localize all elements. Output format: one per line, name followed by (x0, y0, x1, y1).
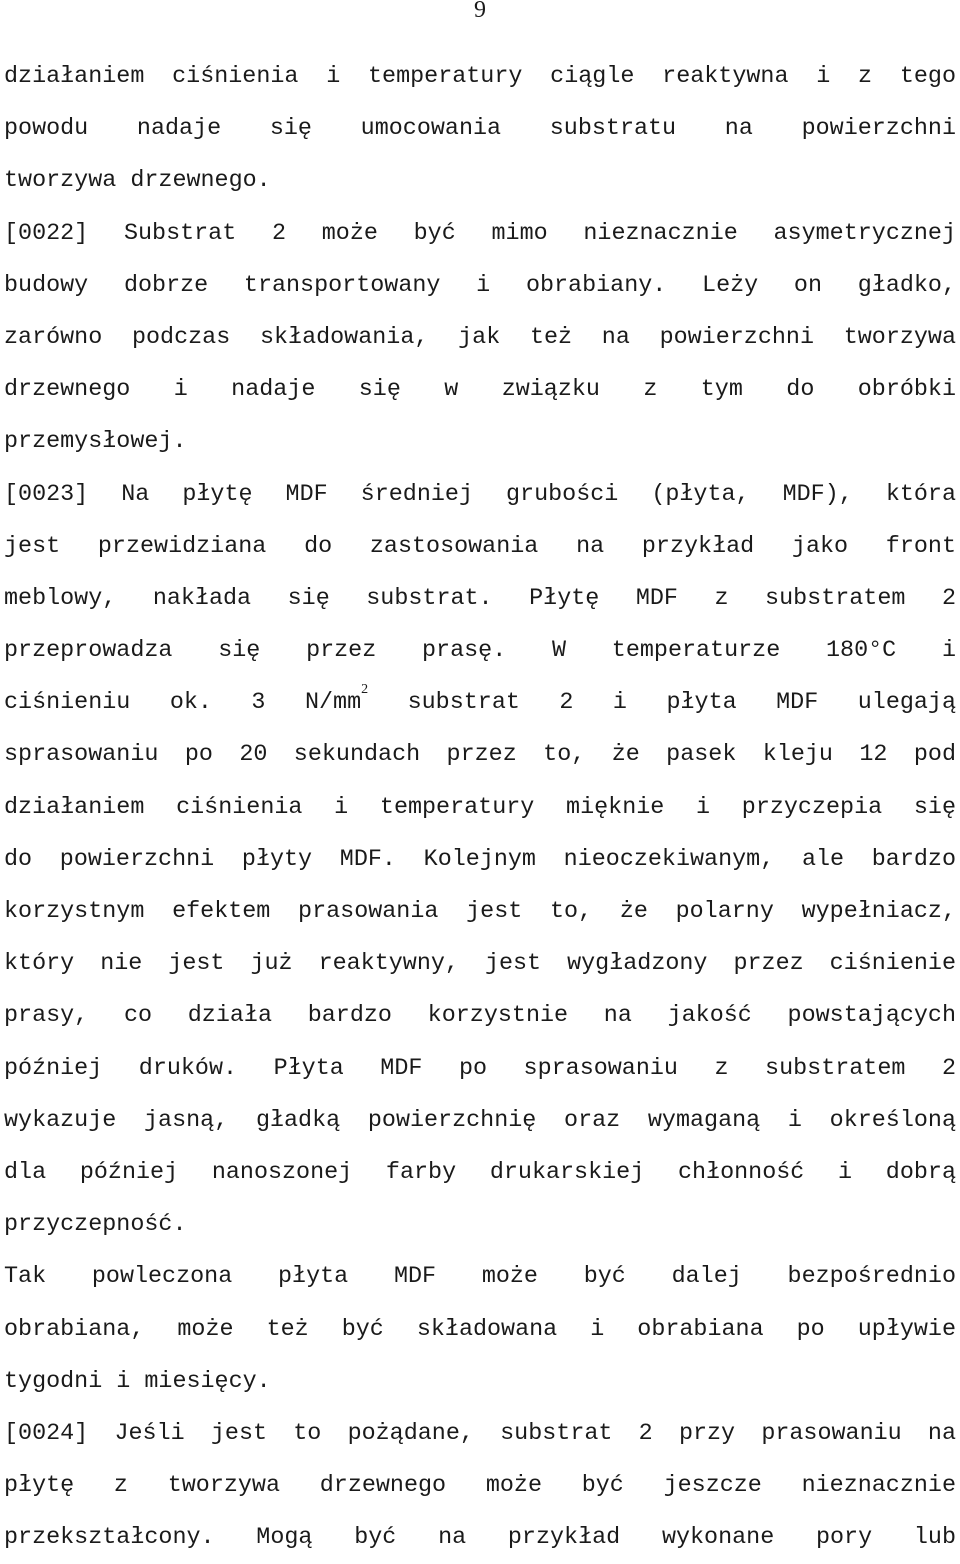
paragraph-unnumbered (4, 1251, 956, 1408)
text-line: [0022] Substrat 2 może być mimo nieznacznie asymetrycznej (4, 220, 956, 247)
page-number: 9 (474, 0, 486, 23)
paragraph-0023 (4, 469, 956, 1252)
document-body (4, 51, 956, 1564)
superscript: 2 (361, 682, 369, 698)
text-segment: ciśnieniu ok. 3 N/mm (4, 690, 362, 717)
paragraph-0021-continuation (4, 51, 956, 208)
paragraph-0022 (4, 208, 956, 469)
text-line: przemysłowej. (4, 429, 187, 456)
text-line: jest przewidziana do zastosowania na przykład jako front (4, 533, 956, 560)
text-line: prasy, co działa bardzo korzystnie na jakość powstających (4, 1003, 956, 1030)
text-line-with-superscript (4, 677, 956, 729)
text-line: dla później nanoszonej farby drukarskiej chłonność i dobrą (4, 1159, 956, 1186)
text-line: powodu nadaje się umocowania substratu na powierzchni (4, 116, 956, 143)
text-line: przekształcony. Mogą być na przykład wykonane pory lub (4, 1525, 956, 1552)
text-line: budowy dobrze transportowany i obrabiany. Leży on gładko, (4, 272, 956, 299)
text-line: który nie jest już reaktywny, jest wygładzony przez ciśnienie (4, 951, 956, 978)
text-line: tworzywa drzewnego. (4, 168, 271, 195)
text-line: do powierzchni płyty MDF. Kolejnym nieoczekiwanym, ale bardzo (4, 846, 956, 873)
text-line: wykazuje jasną, gładką powierzchnię oraz wymaganą i określoną (4, 1107, 956, 1134)
text-line: przeprowadza się przez prasę. W temperaturze 180°C i (4, 638, 956, 665)
text-line: korzystnym efektem prasowania jest to, że polarny wypełniacz, (4, 899, 956, 925)
text-line: obrabiana, może też być składowana i obrabiana po upływie (4, 1316, 956, 1343)
text-line: drzewnego i nadaje się w związku z tym do obróbki (4, 377, 956, 404)
text-line: [0023] Na płytę MDF średniej grubości (płyta, MDF), która (4, 481, 956, 508)
text-line: tygodni i miesięcy. (4, 1368, 271, 1395)
paragraph-0024 (4, 1408, 956, 1564)
text-line: działaniem ciśnienia i temperatury mięknie i przyczepia się (4, 794, 956, 821)
text-line: meblowy, nakłada się substrat. Płytę MDF z substratem 2 (4, 585, 956, 612)
text-line: Tak powleczona płyta MDF może być dalej bezpośrednio (4, 1264, 956, 1291)
text-line: zarówno podczas składowania, jak też na powierzchni tworzywa (4, 324, 956, 351)
text-line: [0024] Jeśli jest to pożądane, substrat 2 przy prasowaniu na (4, 1420, 956, 1447)
text-segment: substrat 2 i płyta MDF ulegają (368, 690, 956, 717)
text-line: przyczepność. (4, 1212, 187, 1239)
text-line: sprasowaniu po 20 sekundach przez to, że pasek kleju 12 pod (4, 742, 956, 769)
text-line: płytę z tworzywa drzewnego może być jeszcze nieznacznie (4, 1473, 956, 1500)
text-line: działaniem ciśnienia i temperatury ciągle reaktywna i z tego (4, 64, 956, 90)
text-line: później druków. Płyta MDF po sprasowaniu z substratem 2 (4, 1055, 956, 1082)
